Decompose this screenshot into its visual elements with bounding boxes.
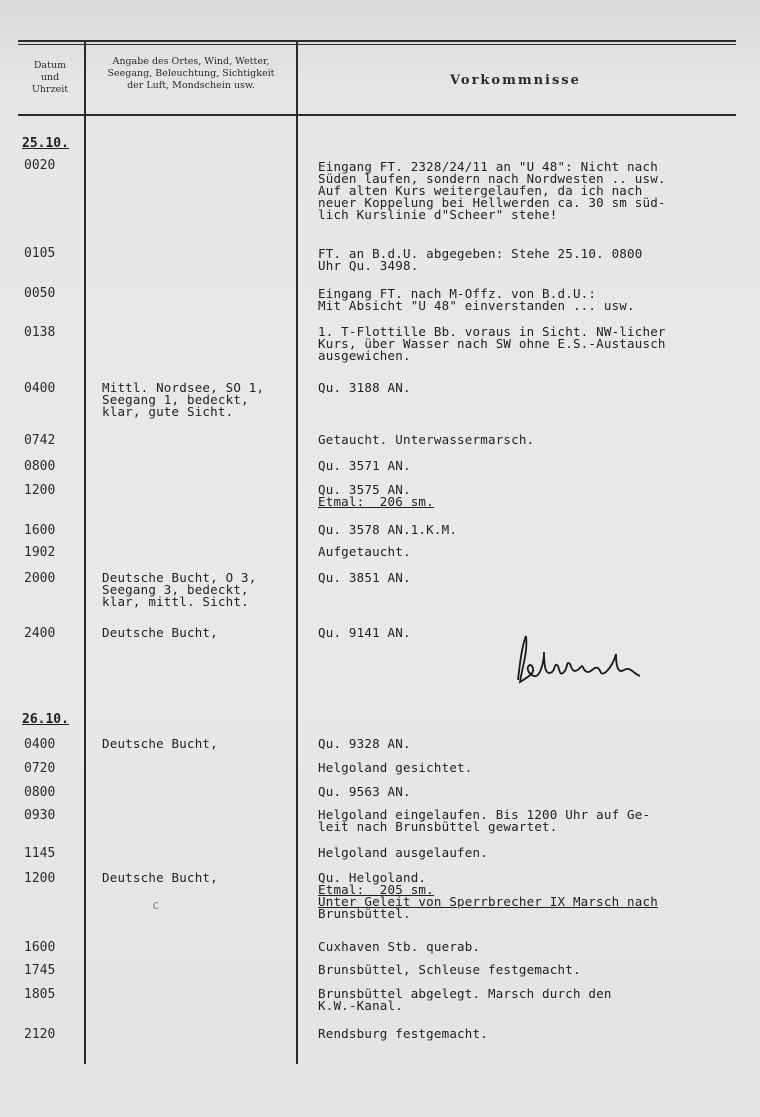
entry-event-line: Qu. 3575 AN. — [318, 482, 411, 497]
entry-event-line: Eingang FT. nach M-Offz. von B.d.U.: — [318, 286, 597, 301]
entry-event-line: Qu. 3578 AN.1.K.M. — [318, 522, 458, 537]
entry-time: 0800 — [24, 459, 56, 474]
entry-time: 0400 — [24, 381, 56, 396]
entry-event-line: Qu. 3188 AN. — [318, 380, 411, 395]
entry-time: 2000 — [24, 571, 56, 586]
entry-event-line: Qu. 9141 AN. — [318, 625, 411, 640]
entry-time: 1145 — [24, 846, 56, 861]
header-line: Datum — [33, 60, 67, 71]
entry-event-line: Aufgetaucht. — [318, 544, 411, 559]
entry-time: 0742 — [24, 433, 56, 448]
header-line: Angabe des Ortes, Wind, Wetter, — [112, 56, 270, 67]
entry-event-line: Kurs, über Wasser nach SW ohne E.S.-Austausch — [318, 336, 666, 351]
pencil-mark: c — [152, 898, 160, 912]
header-line: und — [40, 72, 60, 83]
entry-event-line: Brunsbüttel. — [318, 906, 411, 921]
entry-event-line: Etmal: 206 sm. — [318, 494, 434, 509]
entry-place-line: Deutsche Bucht, O 3, — [102, 570, 257, 585]
entry-time: 1600 — [24, 523, 56, 538]
entry-place-line: Deutsche Bucht, — [102, 870, 218, 885]
entry-event-line: Eingang FT. 2328/24/11 an "U 48": Nicht nach — [318, 159, 658, 174]
entry-place-line: Mittl. Nordsee, SO 1, — [102, 380, 265, 395]
entry-event-line: 1. T-Flottille Bb. voraus in Sicht. NW-licher — [318, 324, 666, 339]
column-divider-2 — [296, 42, 298, 1064]
entry-event-line: Getaucht. Unterwassermarsch. — [318, 432, 535, 447]
entry-time: 1902 — [24, 545, 56, 560]
header-line: Seegang, Beleuchtung, Sichtigkeit — [107, 68, 275, 79]
column-divider-1 — [84, 42, 86, 1064]
entry-time: 1600 — [24, 940, 56, 955]
header-events: Vorkommnisse — [450, 73, 581, 88]
entry-place-line: Deutsche Bucht, — [102, 736, 218, 751]
entry-event-line: Rendsburg festgemacht. — [318, 1026, 488, 1041]
date-label: 26.10. — [22, 712, 69, 727]
top-rule — [18, 40, 736, 42]
entry-event-line: Qu. 3571 AN. — [318, 458, 411, 473]
entry-place-line: klar, mittl. Sicht. — [102, 594, 249, 609]
entry-event-line: Brunsbüttel, Schleuse festgemacht. — [318, 962, 581, 977]
entry-event-line: FT. an B.d.U. abgegeben: Stehe 25.10. 0800 — [318, 246, 643, 261]
date-label: 25.10. — [22, 136, 69, 151]
entry-time: 0400 — [24, 737, 56, 752]
entry-event-line: ausgewichen. — [318, 348, 411, 363]
entry-time: 0020 — [24, 158, 56, 173]
entry-event-line: Auf alten Kurs weitergelaufen, da ich nach — [318, 183, 643, 198]
entry-event-line: Mit Absicht "U 48" einverstanden ... usw. — [318, 298, 635, 313]
signature — [510, 632, 650, 692]
entry-place-line: Deutsche Bucht, — [102, 625, 218, 640]
entry-time: 0930 — [24, 808, 56, 823]
header-place-weather — [88, 56, 294, 92]
entry-time: 1200 — [24, 483, 56, 498]
entry-time: 1745 — [24, 963, 56, 978]
entry-time: 1805 — [24, 987, 56, 1002]
header-line: der Luft, Mondschein usw. — [127, 80, 255, 91]
entry-event-line: Brunsbüttel abgelegt. Marsch durch den — [318, 986, 612, 1001]
entry-time: 0138 — [24, 325, 56, 340]
entry-event-line: leit nach Brunsbüttel gewartet. — [318, 819, 558, 834]
entry-event-line: Etmal: 205 sm. — [318, 882, 434, 897]
entry-event-line: Helgoland gesichtet. — [318, 760, 473, 775]
entry-event-line: Uhr Qu. 3498. — [318, 258, 419, 273]
entry-event-line: Süden laufen, sondern nach Nordwesten .. usw. — [318, 171, 666, 186]
entry-event-line: Qu. 3851 AN. — [318, 570, 411, 585]
entry-time: 0105 — [24, 246, 56, 261]
entry-event-line: neuer Koppelung bei Hellwerden ca. 30 sm süd- — [318, 195, 666, 210]
entry-event-line: lich Kurslinie d"Scheer" stehe! — [318, 207, 558, 222]
entry-place-line: klar, gute Sicht. — [102, 404, 234, 419]
top-rule-2 — [18, 44, 736, 45]
entry-event-line: Helgoland eingelaufen. Bis 1200 Uhr auf Ge- — [318, 807, 651, 822]
header-rule — [18, 114, 736, 116]
entry-time: 0720 — [24, 761, 56, 776]
entry-event-line: Helgoland ausgelaufen. — [318, 845, 488, 860]
entry-time: 0800 — [24, 785, 56, 800]
entry-time: 2400 — [24, 626, 56, 641]
header-line: Uhrzeit — [31, 84, 69, 95]
entry-event-line: Qu. 9328 AN. — [318, 736, 411, 751]
entry-place-line: Seegang 1, bedeckt, — [102, 392, 249, 407]
entry-time: 2120 — [24, 1027, 56, 1042]
header-date-time — [20, 60, 80, 96]
entry-event-line: Unter Geleit von Sperrbrecher IX Marsch nach — [318, 894, 658, 909]
entry-event-line: Qu. Helgoland. — [318, 870, 427, 885]
entry-event-line: K.W.-Kanal. — [318, 998, 403, 1013]
entry-event-line: Cuxhaven Stb. querab. — [318, 939, 481, 954]
entry-place-line: Seegang 3, bedeckt, — [102, 582, 249, 597]
entry-time: 0050 — [24, 286, 56, 301]
entry-event-line: Qu. 9563 AN. — [318, 784, 411, 799]
entry-time: 1200 — [24, 871, 56, 886]
